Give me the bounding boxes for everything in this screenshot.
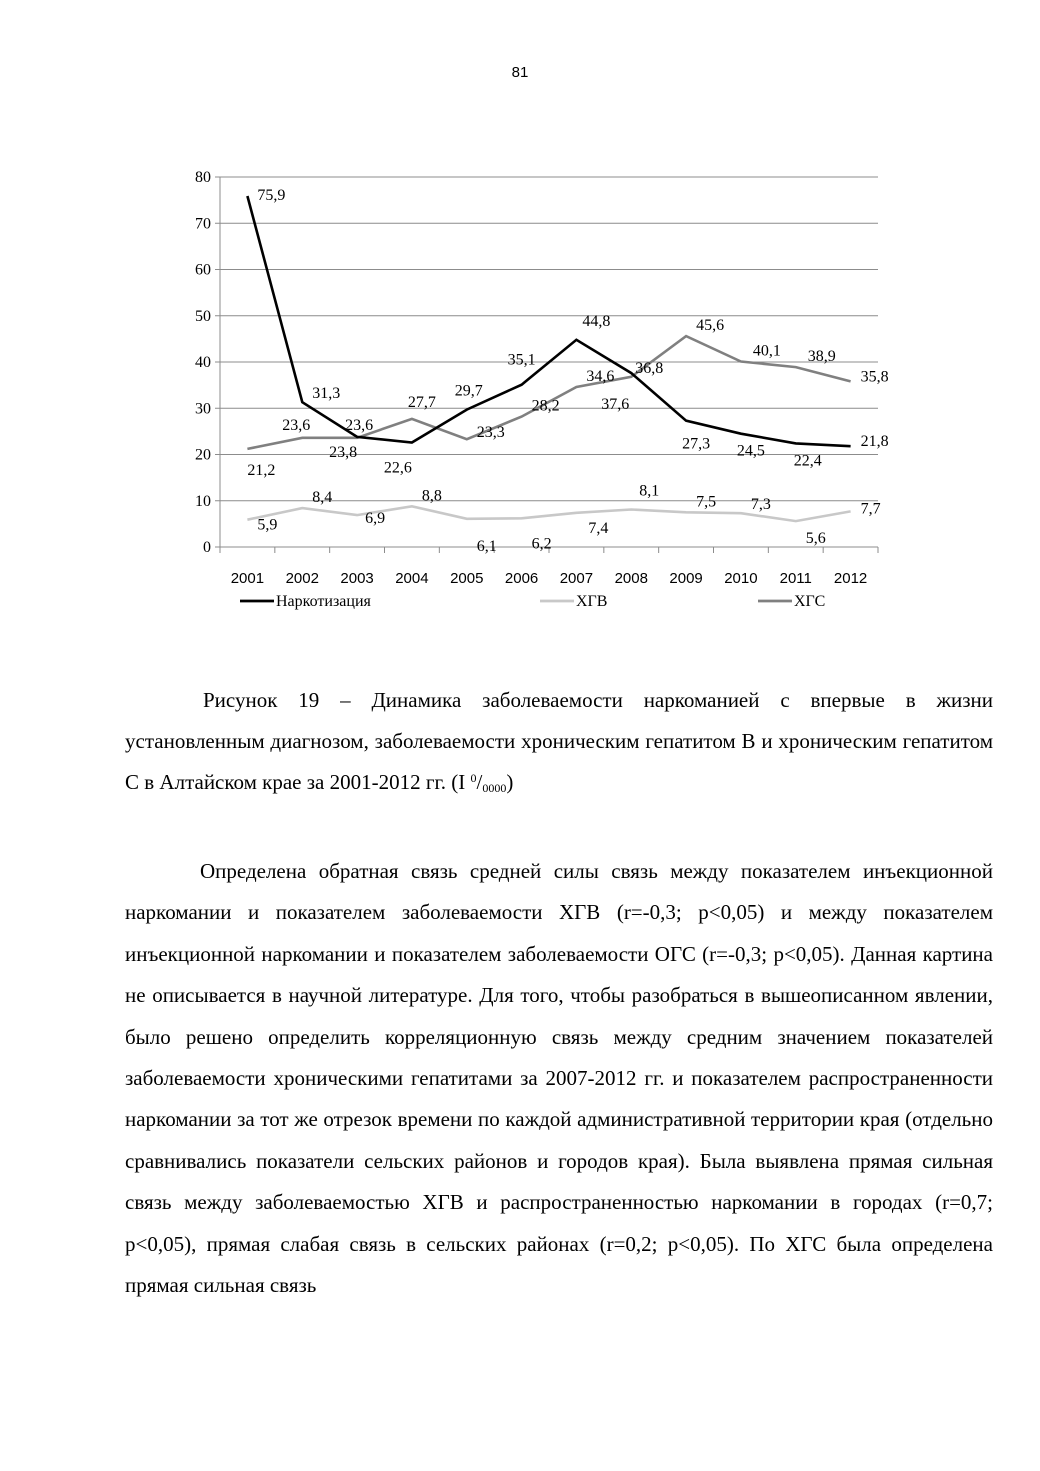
data-label: 34,6 [586, 367, 615, 385]
legend-label: ХГС [794, 593, 826, 610]
data-label: 6,1 [476, 537, 497, 555]
page-number: 81 [511, 64, 529, 81]
data-label: 45,6 [696, 317, 725, 335]
data-label: 35,1 [507, 351, 536, 369]
chart-legend [240, 593, 825, 610]
data-label: 8,1 [639, 482, 660, 500]
data-label: 23,3 [476, 424, 505, 442]
x-tick-label: 2004 [395, 570, 429, 587]
data-label: 27,7 [407, 393, 436, 411]
data-label: 6,9 [365, 510, 386, 528]
data-label: 6,2 [531, 535, 552, 553]
x-tick-label: 2010 [724, 570, 758, 587]
legend-label: Наркотизация [276, 593, 371, 610]
y-tick-label: 30 [195, 400, 211, 418]
data-label: 21,8 [860, 433, 889, 451]
data-label: 8,8 [421, 487, 442, 505]
y-tick-label: 50 [195, 307, 211, 325]
y-tick-label: 0 [203, 539, 211, 556]
caption-sub: 0000 [482, 781, 507, 795]
data-label: 23,6 [345, 416, 374, 434]
chart-data-labels [247, 187, 888, 555]
y-tick-label: 20 [195, 446, 211, 464]
figure-caption [125, 680, 993, 803]
data-label: 24,5 [736, 442, 765, 460]
data-label: 7,7 [860, 500, 881, 518]
data-label: 44,8 [582, 312, 611, 330]
x-tick-label: 2006 [504, 570, 539, 587]
x-tick-label: 2007 [559, 570, 594, 587]
y-tick-label: 10 [195, 492, 211, 510]
data-label: 75,9 [257, 186, 286, 204]
data-label: 7,4 [588, 519, 609, 537]
data-label: 8,4 [312, 489, 333, 507]
x-tick-label: 2011 [779, 570, 812, 587]
chart-axes [195, 169, 878, 587]
data-label: 23,6 [282, 416, 311, 434]
data-label: 22,4 [793, 452, 822, 470]
y-tick-label: 70 [195, 215, 211, 233]
data-label: 27,3 [682, 435, 711, 453]
data-label: 37,6 [601, 396, 630, 414]
data-label: 22,6 [383, 459, 412, 477]
x-tick-label: 2002 [285, 570, 319, 587]
data-label: 31,3 [312, 385, 341, 403]
data-label: 36,8 [635, 359, 664, 377]
data-label: 7,5 [696, 493, 717, 511]
x-tick-label: 2009 [669, 570, 703, 587]
data-label: 7,3 [750, 496, 771, 514]
chart-grid [220, 177, 878, 501]
legend-label: ХГВ [576, 593, 608, 610]
caption-close: ) [506, 770, 514, 794]
x-tick-label: 2012 [833, 570, 868, 587]
body-paragraph: Определена обратная связь средней силы связь между показателем инъекционной наркомании и показателем заболеваемости ХГВ (r=-0,3; p<0,05) и между показателем инъекционной наркомании и показателем заболеваемости ОГС (r=-0,3; p<0,05). Данная картина не описывается в научной литературе. Для того, чтобы разобраться в вышеописанном явлении, было решено определить корреляционную связь между средним значением показателей заболеваемости хроническими гепатитами за 2007-2012 гг. и показателем распространенности наркомании за тот же отрезок времени по каждой административной территории края (отдельно сравнивались показатели сельских районов и городов края). Была выявлена прямая сильная связь между заболеваемостью ХГВ и распространенностью наркомании в городах (r=0,7; p<0,05), прямая слабая связь в сельских районах (r=0,2; p<0,05). По ХГС была определена прямая сильная связь [125, 859, 993, 1298]
data-label: 35,8 [860, 368, 889, 386]
caption-slash: / [476, 770, 483, 794]
x-tick-label: 2003 [340, 570, 374, 587]
x-tick-label: 2001 [230, 570, 265, 587]
y-tick-label: 80 [195, 169, 211, 186]
line-chart [170, 160, 900, 630]
chart-svg [170, 160, 900, 630]
data-label: 40,1 [752, 342, 781, 360]
y-tick-label: 60 [195, 261, 211, 279]
data-label: 38,9 [807, 348, 836, 366]
data-label: 21,2 [247, 461, 276, 479]
data-label: 23,8 [329, 443, 358, 461]
x-tick-label: 2005 [450, 570, 484, 587]
caption-sup: 0 [470, 771, 477, 785]
x-tick-label: 2008 [614, 570, 648, 587]
data-label: 29,7 [454, 382, 483, 400]
data-label: 28,2 [531, 397, 560, 415]
caption-text: Рисунок 19 – Динамика заболеваемости наркоманией с впервые в жизни установленным диагнозом, заболеваемости хроническим гепатитом В и хроническим гепатитом С в Алтайском крае за 2001-2012 гг. (I [125, 688, 993, 794]
data-label: 5,9 [257, 516, 278, 534]
y-tick-label: 40 [195, 354, 211, 371]
data-label: 5,6 [805, 530, 826, 548]
